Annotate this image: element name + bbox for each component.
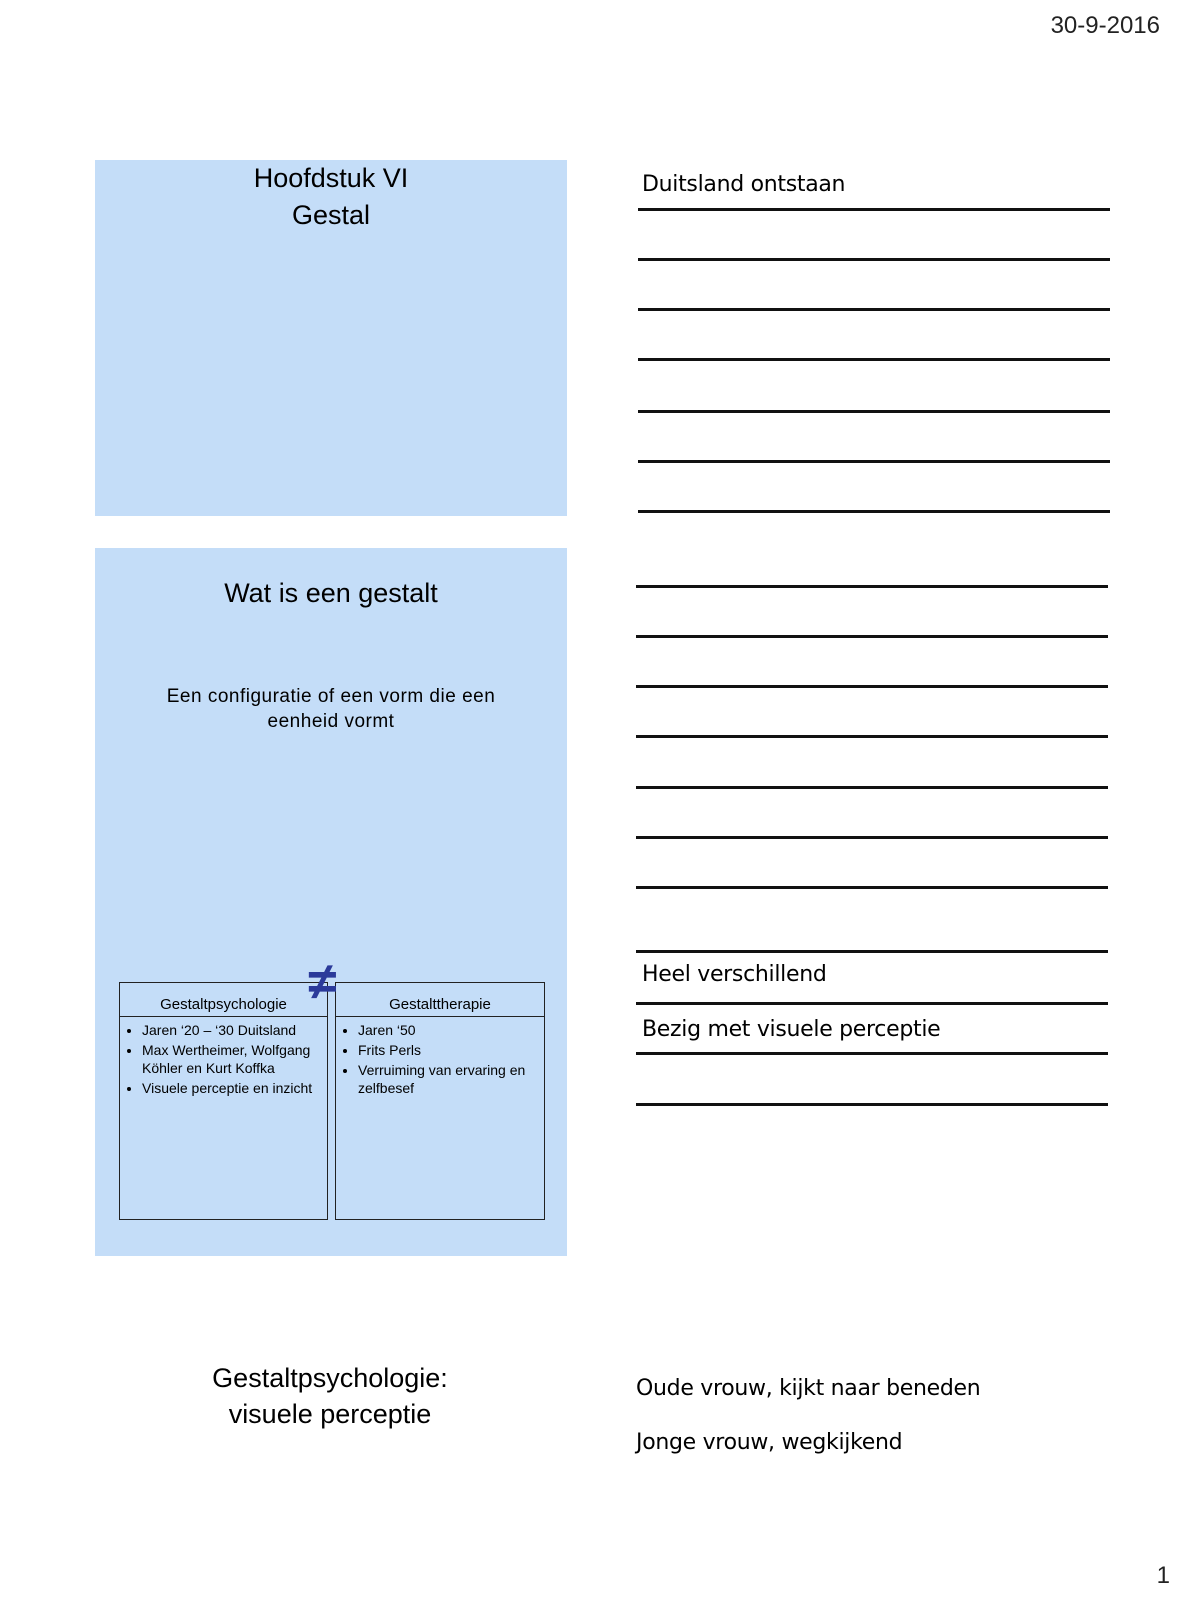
slide-3-title-line-2: visuele perceptie <box>228 1399 432 1429</box>
note-line <box>636 685 1108 688</box>
note-line <box>638 510 1110 513</box>
note-line <box>636 1052 1108 1055</box>
list-item: • Jaren ‘20 – ‘30 Duitsland <box>142 1021 321 1039</box>
note-line <box>636 735 1108 738</box>
slide-2 <box>95 548 567 1256</box>
slide-1-title-line-1: Hoofdstuk VI <box>253 163 409 193</box>
slide-1 <box>95 160 567 516</box>
note-line <box>636 585 1108 588</box>
slide-3-title <box>200 1360 460 1432</box>
note-text: Duitsland ontstaan <box>642 172 846 197</box>
note-line <box>636 635 1108 638</box>
list-item: • Max Wertheimer, Wolfgang Köhler en Kurt Koffka <box>142 1041 321 1077</box>
gestalttherapie-heading: Gestalttherapie <box>336 983 544 1017</box>
list-item: • Jaren ‘50 <box>358 1021 538 1039</box>
page-number: 1 <box>1156 1562 1170 1589</box>
gestaltpsychologie-box <box>119 982 328 1220</box>
slide-1-title <box>95 160 567 234</box>
note-line <box>636 836 1108 839</box>
note-line <box>636 950 1108 953</box>
note-text: Oude vrouw, kijkt naar beneden <box>636 1376 981 1401</box>
note-text: Jonge vrouw, wegkijkend <box>636 1430 903 1455</box>
note-line <box>638 410 1110 413</box>
gestalttherapie-list <box>336 1021 544 1097</box>
note-line <box>636 1103 1108 1106</box>
slide-2-title: Wat is een gestalt <box>224 578 438 608</box>
note-line <box>638 258 1110 261</box>
slide-3-title-line-1: Gestaltpsychologie: <box>212 1363 448 1393</box>
gestalttherapie-box <box>335 982 545 1220</box>
note-line <box>638 460 1110 463</box>
note-text: Bezig met visuele perceptie <box>642 1017 941 1042</box>
print-date: 30-9-2016 <box>1050 12 1160 39</box>
note-line <box>636 1002 1108 1005</box>
note-line <box>638 308 1110 311</box>
note-line <box>638 208 1110 211</box>
slide-1-title-line-2: Gestal <box>291 200 371 230</box>
not-equal-icon: ≠ <box>308 953 337 1011</box>
gestaltpsychologie-heading: Gestaltpsychologie <box>120 983 327 1017</box>
slide-2-body: Een configuratie of een vorm die een eenheid vormt <box>166 686 496 732</box>
note-text: Heel verschillend <box>642 962 827 987</box>
list-item: • Visuele perceptie en inzicht <box>142 1079 321 1097</box>
note-line <box>638 358 1110 361</box>
list-item: • Frits Perls <box>358 1041 538 1059</box>
list-item: • Verruiming van ervaring en zelfbesef <box>358 1061 538 1097</box>
gestaltpsychologie-list <box>120 1021 327 1097</box>
note-line <box>636 886 1108 889</box>
note-line <box>636 786 1108 789</box>
